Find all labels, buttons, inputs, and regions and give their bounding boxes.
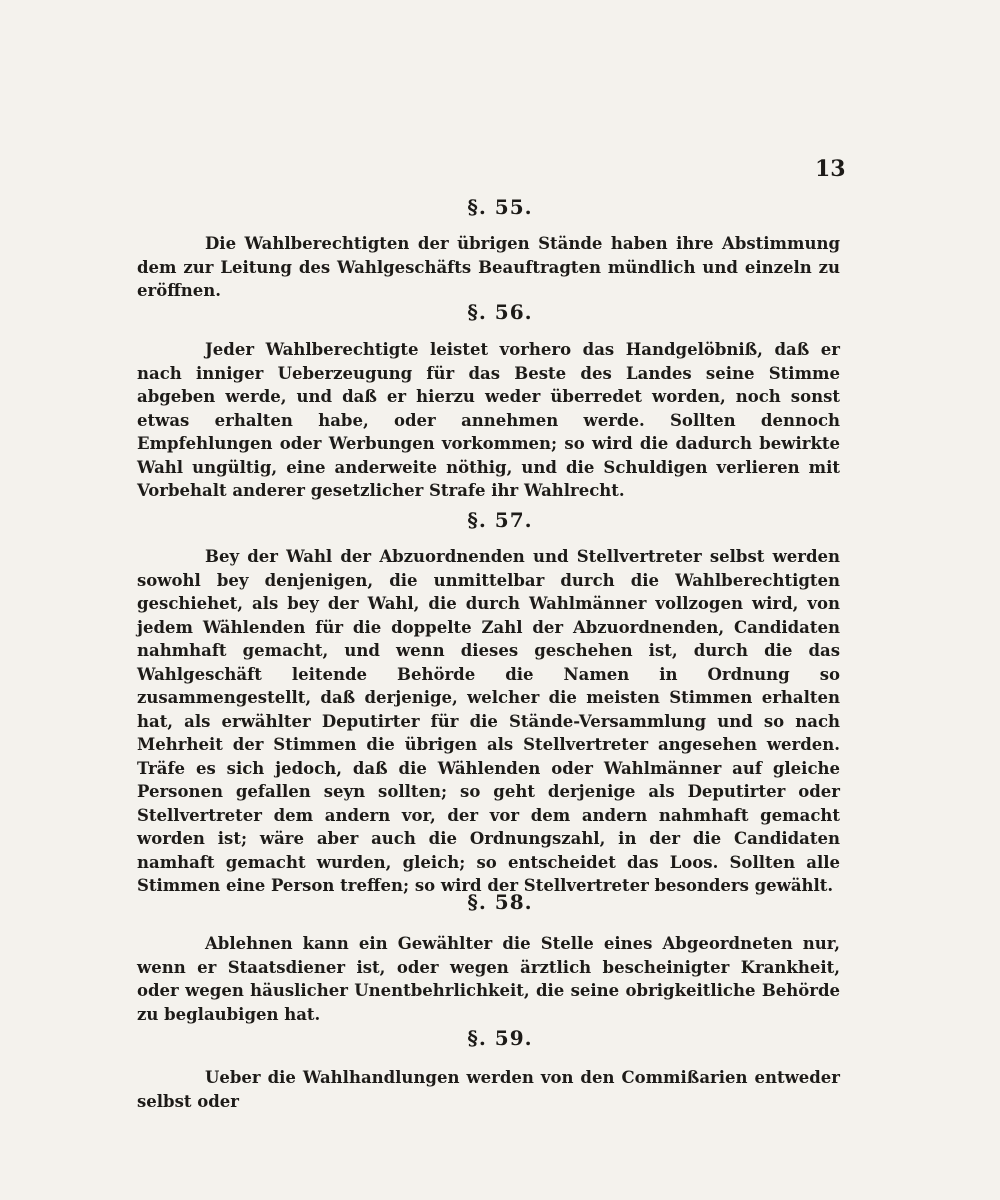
- section-heading-56: §. 56.: [467, 300, 533, 324]
- section-text-56: Jeder Wahlberechtigte leistet vorhero das Handgelöbniß, daß er nach inniger Ueberzeugung für das Beste des Landes seine Stimme abgeben werde, und daß er hierzu weder überredet worden, noch sonst etwas erhalten habe, oder annehmen werde. Sollten dennoch Empfehlungen oder Werbungen vorkommen; so wird die dadurch bewirkte Wahl ungültig, eine anderweite nöthig, und die Schuldigen verlieren mit Vorbehalt anderer gesetzlicher Strafe ihr Wahlrecht.: [137, 340, 840, 500]
- section-heading-57: §. 57.: [467, 508, 533, 532]
- section-heading-58: §. 58.: [467, 890, 533, 914]
- section-text-55: Die Wahlberechtigten der übrigen Stände haben ihre Abstimmung dem zur Leitung des Wahlgeschäfts Beauftragten mündlich und einzeln zu eröffnen.: [137, 234, 840, 300]
- section-heading-59: §. 59.: [467, 1026, 533, 1050]
- section-text-57: Bey der Wahl der Abzuordnenden und Stellvertreter selbst werden sowohl bey denjenigen, die unmittelbar durch die Wahlberechtigten geschiehet, als bey der Wahl, die durch Wahlmänner vollzogen wird, von jedem Wählenden für die doppelte Zahl der Abzuordnenden, Candidaten nahmhaft gemacht, und wenn dieses geschehen ist, durch die das Wahlgeschäft leitende Behörde die Namen in Ordnung so zusammengestellt, daß derjenige, welcher die meisten Stimmen erhalten hat, als erwählter Deputirter für die Stände-Versammlung und so nach Mehrheit der Stimmen die übrigen als Stellvertreter angesehen werden. Träfe es sich jedoch, daß die Wählenden oder Wahlmänner auf gleiche Personen gefallen seyn sollten; so geht derjenige als Deputirter oder Stellvertreter dem andern vor, der vor dem andern nahmhaft gemacht worden ist; wäre aber auch die Ordnungszahl, in der die Candidaten namhaft gemacht wurden, gleich; so entscheidet das Loos. Sollten alle Stimmen eine Person treffen; so wird der Stellvertreter besonders gewählt.: [137, 547, 840, 895]
- section-heading-55: §. 55.: [467, 195, 533, 219]
- page-number: 13: [815, 156, 846, 182]
- section-text-58: Ablehnen kann ein Gewählter die Stelle eines Abgeordneten nur, wenn er Staatsdiener ist, oder wegen ärztlich bescheinigter Krankheit, oder wegen häuslicher Unentbehrlichkeit, die seine obrigkeitliche Behörde zu beglaubigen hat.: [137, 934, 840, 1024]
- section-text-59: Ueber die Wahlhandlungen werden von den Commißarien entweder selbst oder: [137, 1068, 840, 1111]
